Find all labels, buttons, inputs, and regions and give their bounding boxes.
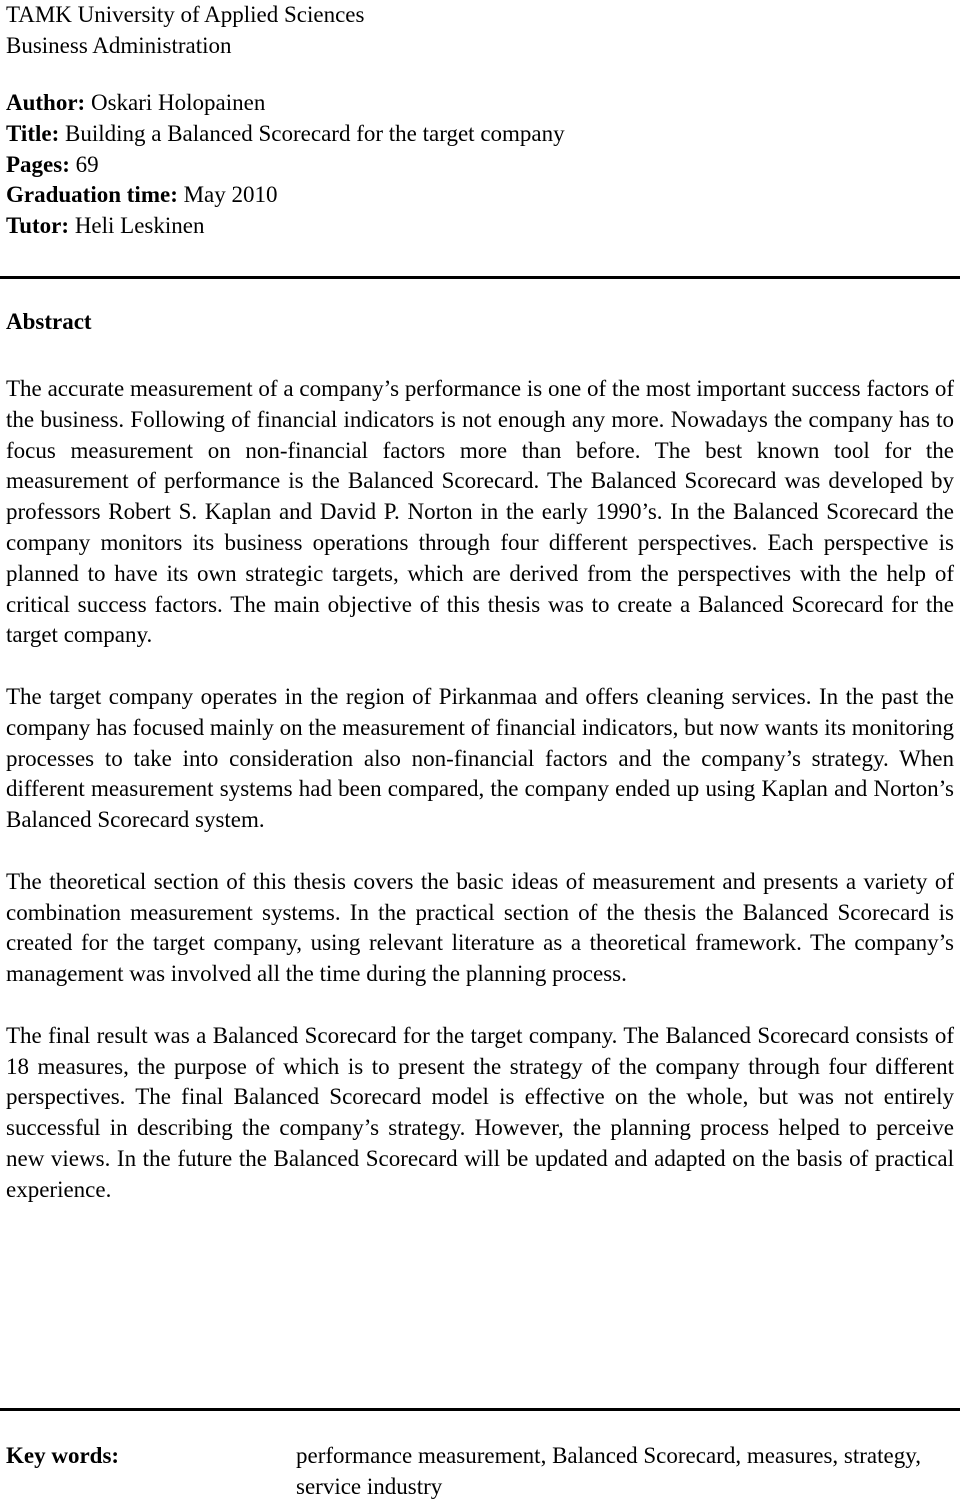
meta-title-value: Building a Balanced Scorecard for the target company: [64, 120, 565, 146]
meta-tutor: [6, 211, 565, 242]
abstract-paragraph: The final result was a Balanced Scorecard for the target company. The Balanced Scorecard consists of 18 measures, the purpose of which is to present the strategy of the company through four different perspectives. The final Balanced Scorecard model is effective on the whole, but was not entirely successful in describing the company’s strategy. However, the planning process helped to perceive new views. In the future the Balanced Scorecard will be updated and adapted on the basis of practical experience.: [6, 1022, 954, 1202]
abstract-paragraph: The target company operates in the region of Pirkanmaa and offers cleaning services. In the past the company has focused mainly on the measurement of financial indicators, but now wants its monitoring processes to take into consideration also non-financial factors and the company’s strategy. When different measurement systems had been compared, the company ended up using Kaplan and Norton’s Balanced Scorecard system.: [6, 683, 954, 833]
meta-graduation: [6, 180, 565, 211]
meta-pages: [6, 150, 565, 181]
bottom-divider: [0, 1408, 960, 1411]
thesis-abstract-page: [6, 0, 954, 1504]
abstract-heading: Abstract: [6, 309, 92, 334]
meta-author-value: Oskari Holopainen: [90, 90, 266, 115]
meta-tutor-value: Heli Leskinen: [74, 213, 205, 239]
abstract-body: [6, 374, 954, 1206]
keywords-value: performance measurement, Balanced Scorecard, measures, strategy, service industry: [296, 1443, 921, 1499]
meta-author: [6, 88, 565, 119]
institution-name: TAMK University of Applied Sciences: [6, 2, 365, 27]
meta-pages-label: Pages:: [6, 151, 70, 177]
meta-author-label: Author:: [6, 90, 86, 115]
meta-title-label: Title:: [6, 120, 60, 146]
abstract-paragraph: The accurate measurement of a company’s performance is one of the most important success factors of the business. Following of financial indicators is not enough any more. Nowadays the company has to focus measurement on non-financial factors more than before. The best known tool for the measurement of performance is the Balanced Scorecard. The Balanced Scorecard was developed by professors Robert S. Kaplan and David P. Norton in the early 1990’s. In the Balanced Scorecard the company monitors its business operations through four different perspectives. Each perspective is planned to have its own strategic targets, which are derived from the perspectives with the help of critical success factors. The main objective of this thesis was to create a Balanced Scorecard for the target company.: [6, 376, 954, 648]
abstract-paragraph: The theoretical section of this thesis covers the basic ideas of measurement and presents a variety of combination measurement systems. In the practical section of the thesis the Balanced Scorecard is created for the target company, using relevant literature as a theoretical framework. The company’s management was involved all the time during the planning process.: [6, 868, 954, 987]
meta-tutor-label: Tutor:: [6, 213, 70, 239]
meta-pages-value: 69: [75, 151, 99, 177]
meta-graduation-value: May 2010: [183, 182, 278, 208]
meta-graduation-label: Graduation time:: [6, 182, 178, 208]
department-name: Business Administration: [6, 32, 232, 58]
meta-title: [6, 119, 565, 150]
thesis-metadata: [6, 88, 565, 242]
top-divider: [0, 276, 960, 279]
institution-block: [6, 0, 364, 61]
keywords-label: Key words:: [6, 1443, 120, 1468]
